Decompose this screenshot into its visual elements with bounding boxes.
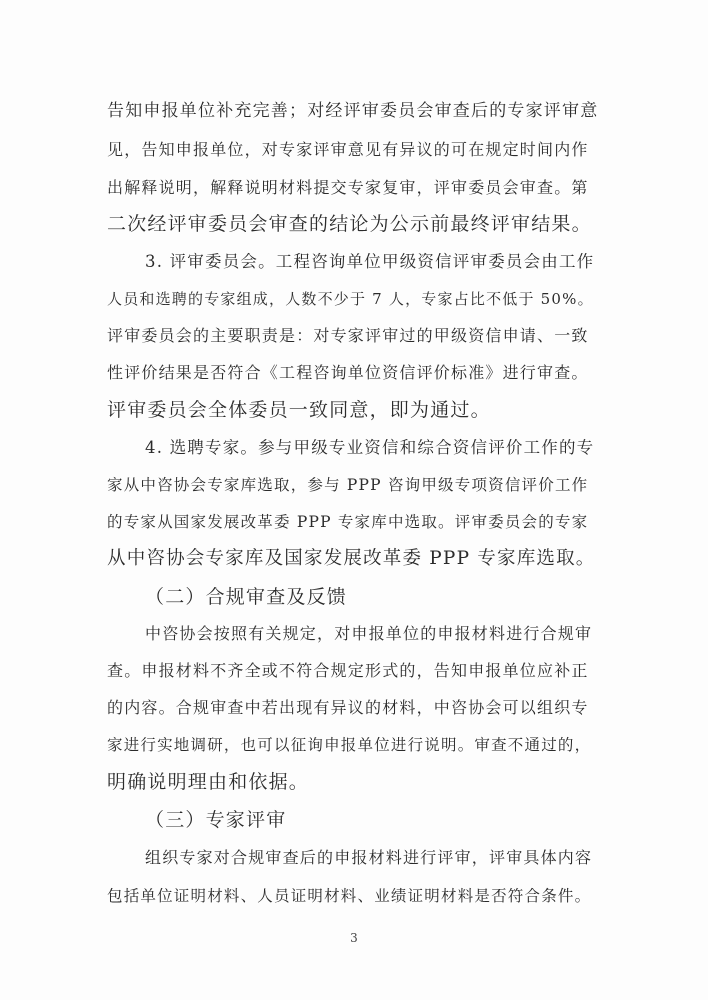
paragraph-line: 的专家从国家发展改革委 PPP 专家库中选取。评审委员会的专家 [107,513,589,531]
paragraph-line: 家进行实地调研，也可以征询申报单位进行说明。审查不通过的， [107,736,592,754]
paragraph-line: 组织专家对合规审查后的申报材料进行评审，评审具体内容 [145,848,593,867]
paragraph-line: 明确说明理由和依据。 [107,771,310,793]
paragraph-line: 评审委员会全体委员一致同意，即为通过。 [107,399,491,421]
paragraph-line: 查。申报材料不齐全或不符合规定形式的，告知申报单位应补正 [107,661,589,680]
paragraph-line: 见，告知申报单位，对专家评审意见有异议的可在规定时间内作 [107,140,589,159]
paragraph-line: 的内容。合规审查中若出现有异议的材料，中咨协会可以组织专 [107,698,589,717]
page-number: 3 [350,931,358,945]
section-heading: （二）合规审查及反馈 [145,586,348,608]
paragraph-line: 家从中咨协会专家库选取，参与 PPP 咨询甲级专项资信评价工作 [107,476,589,494]
paragraph-line: 3. 评审委员会。工程咨询单位甲级资信评审委员会由工作 [145,252,595,271]
section-heading: （三）专家评审 [145,809,287,831]
paragraph-line: 告知申报单位补充完善；对经评审委员会审查后的专家评审意 [107,101,599,121]
paragraph-line: 4. 选聘专家。参与甲级专业资信和综合资信评价工作的专 [145,438,595,457]
paragraph-line: 二次经评审委员会审查的结论为公示前最终评审结果。 [107,213,592,235]
paragraph-line: 性评价结果是否符合《工程咨询单位资信评价标准》进行审查。 [107,363,589,382]
paragraph-line: 人员和选聘的专家组成，人数不少于 7 人，专家占比不低于 50%。 [107,290,594,308]
paragraph-line: 从中咨协会专家库及国家发展改革委 PPP 专家库选取。 [107,548,596,569]
paragraph-line: 包括单位证明材料、人员证明材料、业绩证明材料是否符合条件。 [107,887,592,905]
paragraph-line: 评审委员会的主要职责是：对专家评审过的甲级资信申请、一致 [107,326,589,345]
paragraph-line: 出解释说明，解释说明材料提交专家复审，评审委员会审查。第 [107,178,589,197]
paragraph-line: 中咨协会按照有关规定，对申报单位的申报材料进行合规审 [145,624,593,643]
